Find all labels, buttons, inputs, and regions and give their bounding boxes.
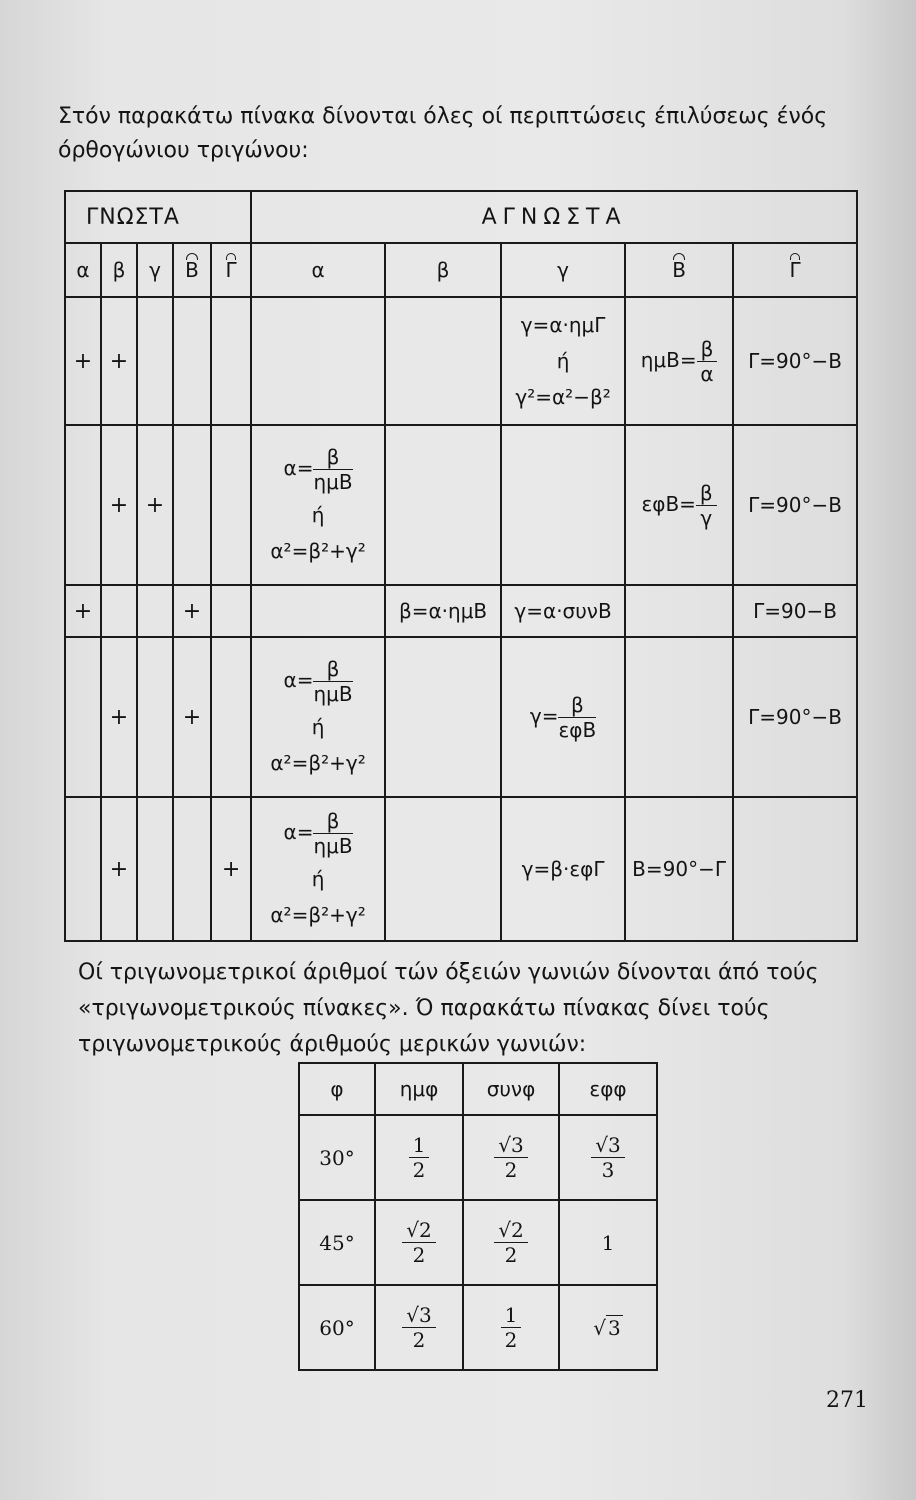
angle: 30° [299,1115,375,1200]
denominator: α [700,361,714,386]
case-row-3 [65,585,857,637]
known-col-angle-g [211,243,251,297]
trig-row-45 [299,1200,657,1285]
solution-cases-table [64,190,858,942]
denominator: ημB [313,681,353,706]
g-angle-cell: Γ=90°−B [733,637,857,797]
beta-cell: β=α·ημB [385,585,501,637]
case-row-4 [65,637,857,797]
gamma-cell: γ=α·συνB [501,585,625,637]
numerator: √2 [494,1218,527,1243]
denominator: εφB [558,717,597,742]
gamma-cell [501,297,625,425]
mark: + [173,585,211,637]
formula: α²=β²+γ² [270,538,366,563]
denominator: 2 [412,1243,426,1267]
g-angle-cell: Γ=90°−B [733,297,857,425]
fraction [591,1133,624,1182]
formula: γ²=α²−β² [515,385,611,409]
col-tan: εφφ [559,1063,657,1115]
denominator: γ [700,505,713,530]
g-angle-cell: Γ=90°−B [733,425,857,585]
angle: 60° [299,1285,375,1370]
b-angle-cell [625,425,733,585]
radicand: 3 [419,1303,432,1327]
fraction [696,481,717,530]
fraction [501,1303,522,1352]
fraction [402,1303,435,1352]
denominator: 2 [412,1158,426,1182]
radicand-wrap [606,1316,623,1340]
numerator: 1 [501,1303,522,1328]
denominator: ημB [313,469,353,494]
paragraph-2: Οί τριγωνομετρικοί άριθμοί τών όξειών γωνιών δίνονται άπό τούς «τριγωνομετρικούς πίνακες». Ό παρακάτω πίνακας δίνει τούς τριγωνομετρικούς άριθμούς μερικών γωνιών: [78,960,819,1057]
formula: γ=α·ημΓ [520,313,606,337]
mark: + [65,585,101,637]
mark: + [101,797,137,941]
fraction [697,337,718,386]
gamma-cell: γ=β·εφΓ [501,797,625,941]
mark: + [137,425,173,585]
known-col-c: γ [137,243,173,297]
case-row-2 [65,425,857,585]
radicand: 3 [608,1315,621,1340]
hat-b: B [185,258,199,282]
or-text: ή [311,502,325,527]
case-row-5 [65,797,857,941]
denominator: 2 [504,1328,518,1352]
unknown-col-b: β [385,243,501,297]
known-col-angle-b [173,243,211,297]
fraction [313,809,352,858]
formula: ημB= [640,347,697,372]
mark: + [65,297,101,425]
alpha-cell [251,797,385,941]
denominator: ημB [313,833,353,858]
hat-g2: Γ [789,258,801,282]
trig-values-table [298,1062,658,1371]
tan-value: √ 3 [559,1285,657,1370]
unknown-col-a: α [251,243,385,297]
trig-row-60 [299,1285,657,1370]
alpha-cell [251,637,385,797]
radicand: 2 [511,1218,524,1242]
formula: γ= [529,703,559,728]
col-sin: ημφ [375,1063,463,1115]
fraction [402,1218,435,1267]
mark: + [211,797,251,941]
denominator: 2 [504,1243,518,1267]
unknown-col-angle-b [625,243,733,297]
numerator: β [696,481,717,506]
mark: + [101,297,137,425]
fraction [494,1218,527,1267]
tan-value: 1 [559,1200,657,1285]
b-angle-cell [625,297,733,425]
known-col-a: α [65,243,101,297]
intro-text: Στόν παρακάτω πίνακα δίνονται όλες οί περιπτώσεις έπιλύσεως ένός όρθογώνιου τριγώνου: [58,104,828,163]
numerator: β [313,445,352,470]
mark: + [101,425,137,585]
unknown-header: ΑΓΝΩΣΤΑ [251,191,857,243]
mark: + [101,637,137,797]
or-text: ή [311,714,325,739]
radicand: 2 [419,1218,432,1242]
fraction [313,445,352,494]
numerator: √2 [402,1218,435,1243]
fraction [313,657,352,706]
case-row-1 [65,297,857,425]
col-cos: συνφ [463,1063,559,1115]
hat-g: Γ [225,258,237,282]
b-angle-cell: B=90°−Γ [625,797,733,941]
gamma-cell [501,637,625,797]
formula: α²=β²+γ² [270,750,366,775]
alpha-cell [251,425,385,585]
page-number: 271 [826,1388,868,1413]
fraction [558,693,596,742]
formula: εφB= [641,491,696,516]
unknown-col-angle-g [733,243,857,297]
formula: α= [283,667,314,692]
angle: 45° [299,1200,375,1285]
denominator: 3 [601,1158,615,1182]
mark: + [173,637,211,797]
g-angle-cell: Γ=90−B [733,585,857,637]
numerator: √3 [591,1133,624,1158]
numerator: β [697,337,718,362]
numerator: √3 [402,1303,435,1328]
formula: α= [283,819,314,844]
formula: α²=β²+γ² [270,902,366,927]
denominator: 2 [504,1158,518,1182]
formula: α= [283,455,314,480]
radicand: 3 [511,1133,524,1157]
or-text: ή [556,349,570,373]
hat-b2: B [672,258,686,282]
trig-row-30 [299,1115,657,1200]
fraction [409,1133,430,1182]
denominator: 2 [412,1328,426,1352]
numerator: β [313,809,352,834]
numerator: β [313,657,352,682]
fraction [494,1133,527,1182]
known-col-b: β [101,243,137,297]
known-header: ΓΝΩΣΤΑ [65,191,251,243]
numerator: β [558,693,596,718]
numerator: √3 [494,1133,527,1158]
numerator: 1 [409,1133,430,1158]
or-text: ή [311,866,325,891]
unknown-col-c: γ [501,243,625,297]
radicand: 3 [608,1133,621,1157]
col-phi: φ [299,1063,375,1115]
